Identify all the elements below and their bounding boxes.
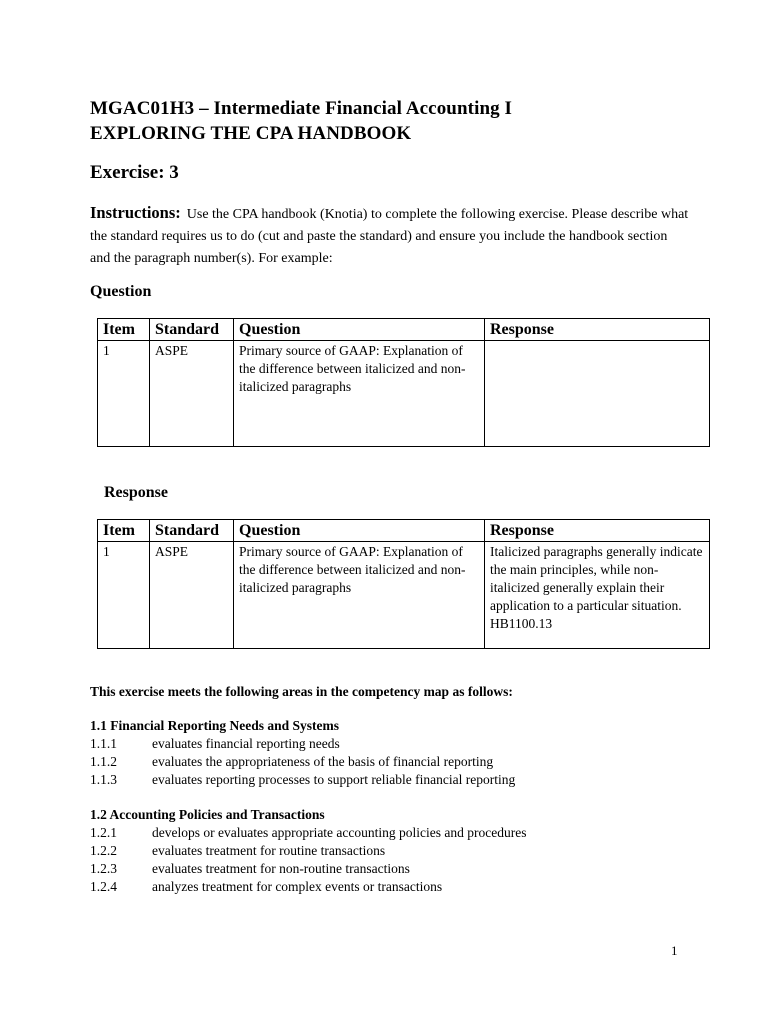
list-item: [90, 860, 710, 878]
competency-text: develops or evaluates appropriate accounting policies and procedures: [152, 825, 527, 840]
competency-intro: This exercise meets the following areas in the competency map as follows:: [90, 684, 513, 699]
page-number: 1: [671, 943, 678, 958]
table-row: [98, 542, 710, 649]
competency-group-title: 1.2 Accounting Policies and Transactions: [90, 807, 325, 822]
competency-code: 1.2.1: [90, 825, 117, 840]
competency-text: evaluates treatment for routine transactions: [152, 843, 386, 858]
table-header-row: [98, 319, 710, 341]
cell-question: Primary source of GAAP: Explanation of the difference between italicized and non-italicized paragraphs: [234, 542, 485, 649]
question-table: [97, 318, 710, 447]
competency-group-1-1: [90, 717, 710, 789]
column-header-question: Question: [234, 520, 485, 542]
competency-text: evaluates the appropriateness of the basis of financial reporting: [152, 754, 494, 769]
cell-response: [485, 542, 710, 649]
table-header-row: [98, 520, 710, 542]
competency-text: evaluates treatment for non-routine transactions: [152, 861, 410, 876]
list-item: [90, 824, 710, 842]
handbook-reference: HB1100.13: [490, 616, 553, 631]
cell-question: Primary source of GAAP: Explanation of the difference between italicized and non-italicized paragraphs: [234, 341, 485, 447]
competency-code: 1.1.3: [90, 772, 117, 787]
cell-standard: ASPE: [150, 341, 234, 447]
competency-code: 1.2.2: [90, 843, 117, 858]
response-table: [97, 519, 710, 649]
competency-code: 1.2.4: [90, 879, 117, 894]
column-header-response: Response: [485, 319, 710, 341]
list-item: [90, 771, 710, 789]
response-section-label: Response: [104, 484, 169, 501]
instructions-label: Instructions:: [90, 203, 181, 222]
column-header-item: Item: [98, 319, 150, 341]
list-item: [90, 753, 710, 771]
competency-group-1-2: [90, 806, 710, 896]
exercise-heading: Exercise: 3: [90, 162, 179, 183]
column-header-question: Question: [234, 319, 485, 341]
competency-text: analyzes treatment for complex events or transactions: [152, 879, 443, 894]
cell-response: [485, 341, 710, 447]
competency-text: evaluates financial reporting needs: [152, 736, 340, 751]
cell-item: 1: [98, 542, 150, 649]
competency-group-title: 1.1 Financial Reporting Needs and Systems: [90, 718, 340, 733]
column-header-item: Item: [98, 520, 150, 542]
cell-item: 1: [98, 341, 150, 447]
column-header-standard: Standard: [150, 319, 234, 341]
list-item: [90, 878, 710, 896]
column-header-standard: Standard: [150, 520, 234, 542]
competency-code: 1.1.1: [90, 736, 117, 751]
question-section-label: Question: [90, 283, 152, 300]
response-text: Italicized paragraphs generally indicate the main principles, while non-italicized generally explain their application to a particular situation.: [490, 544, 703, 613]
competency-code: 1.2.3: [90, 861, 117, 876]
document-subtitle: EXPLORING THE CPA HANDBOOK: [90, 123, 412, 144]
instructions-text: Use the CPA handbook (Knotia) to complete the following exercise. Please describe what the standard requires us to do (cut and paste the standard) and ensure you include the handbook section and the paragraph number(s). For example:: [90, 207, 689, 266]
column-header-response: Response: [485, 520, 710, 542]
table-row: [98, 341, 710, 447]
competency-text: evaluates reporting processes to support reliable financial reporting: [152, 772, 516, 787]
competency-code: 1.1.2: [90, 754, 117, 769]
cell-standard: ASPE: [150, 542, 234, 649]
list-item: [90, 735, 710, 753]
list-item: [90, 842, 710, 860]
instructions-paragraph: [90, 202, 690, 270]
course-title: MGAC01H3 – Intermediate Financial Accounting I: [90, 98, 513, 119]
